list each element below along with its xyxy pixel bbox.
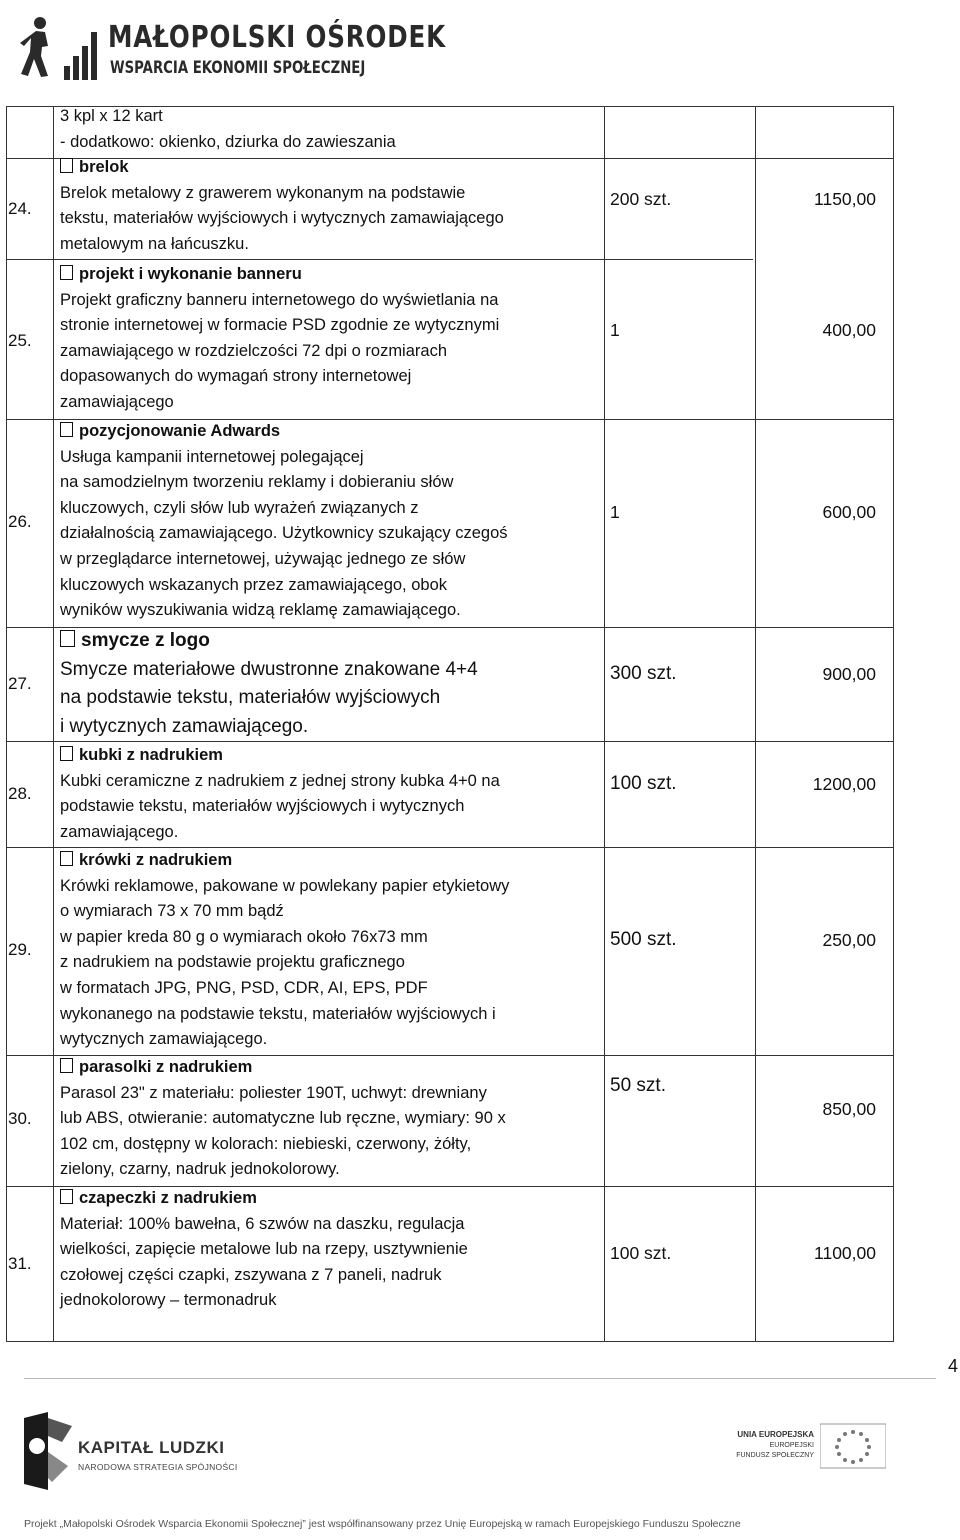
- row-text-line: lub ABS, otwieranie: automatyczne lub ręczne, wymiary: 90 x: [60, 1109, 506, 1128]
- row-number: 24.: [8, 199, 32, 218]
- row-number: 29.: [8, 940, 32, 959]
- row-price: 1150,00: [814, 189, 876, 209]
- row-heading: brelok: [60, 155, 600, 181]
- row-price: 400,00: [822, 320, 876, 340]
- row-description: [60, 1055, 600, 1183]
- row-quantity: 300 szt.: [610, 663, 677, 684]
- row-text-line: jednokolorowy – termonadruk: [60, 1291, 277, 1310]
- row-price: 250,00: [822, 930, 876, 950]
- row-text-line: - dodatkowo: okienko, dziurka do zawieszania: [60, 132, 396, 151]
- row-price: 900,00: [822, 664, 876, 684]
- row-text-line: wytycznych zamawiającego.: [60, 1030, 268, 1049]
- row-quantity: 1: [610, 320, 620, 340]
- row-heading: krówki z nadrukiem: [60, 848, 600, 874]
- row-text-line: metalowym na łańcuszku.: [60, 234, 249, 253]
- row-description: [60, 1186, 600, 1314]
- row-text-line: dopasowanych do wymagań strony internetowej: [60, 367, 412, 386]
- row-text-line: Kubki ceramiczne z nadrukiem z jednej strony kubka 4+0 na: [60, 771, 500, 790]
- eu-line1: UNIA EUROPEJSKA: [737, 1430, 814, 1439]
- kapital-ludzki-logo: [22, 1412, 282, 1492]
- cofinancing-disclaimer: Projekt „Małopolski Ośrodek Wsparcia Ekonomii Społecznej” jest współfinansowany przez Unię Europejską w ramach Europejskiego Funduszu Społeczne: [24, 1518, 741, 1530]
- row-text-line: Parasol 23" z materiału: poliester 190T, uchwyt: drewniany: [60, 1083, 487, 1102]
- row-text-line: wielkości, zapięcie metalowe lub na rzepy, usztywnienie: [60, 1240, 468, 1259]
- row-text-line: Krówki reklamowe, pakowane w powlekany papier etykietowy: [60, 876, 510, 895]
- row-number: 27.: [8, 674, 32, 693]
- row-text-line: zamawiającego.: [60, 822, 179, 841]
- row-description: [60, 419, 600, 624]
- row-quantity: 100 szt.: [610, 1243, 672, 1263]
- org-name-line1: MAŁOPOLSKI OŚRODEK: [108, 20, 447, 55]
- row-number: 31.: [8, 1254, 32, 1273]
- row-number: 28.: [8, 784, 32, 803]
- row-number: 26.: [8, 512, 32, 531]
- row-text-line: działalnością zamawiającego. Użytkownicy szukający czegoś: [60, 524, 508, 543]
- row-price: 1200,00: [812, 774, 876, 794]
- row-description: [60, 848, 600, 1053]
- row-quantity: 50 szt.: [610, 1075, 666, 1096]
- row-heading: projekt i wykonanie banneru: [60, 262, 600, 288]
- row-heading: czapeczki z nadrukiem: [60, 1186, 600, 1212]
- checkbox-icon: [60, 851, 73, 866]
- walking-person-icon: [18, 16, 56, 78]
- row-text-line: Projekt graficzny banneru internetowego do wyświetlania na: [60, 290, 499, 309]
- checkbox-icon: [60, 630, 75, 647]
- row-quantity: 100 szt.: [610, 773, 677, 794]
- row-text-line: 3 kpl x 12 kart: [60, 107, 163, 125]
- row-text-line: podstawie tekstu, materiałów wyjściowych i wytycznych: [60, 797, 465, 816]
- row-description: [60, 104, 600, 258]
- row-text-line: Brelok metalowy z grawerem wykonanym na podstawie: [60, 183, 466, 202]
- checkbox-icon: [60, 422, 73, 437]
- checkbox-icon: [60, 1058, 73, 1073]
- row-price: 850,00: [822, 1099, 876, 1119]
- row-number: 30.: [8, 1109, 32, 1128]
- checkbox-icon: [60, 1189, 73, 1204]
- page-number: 4: [947, 1356, 958, 1376]
- kapital-ludzki-logo-icon: [22, 1412, 74, 1490]
- row-quantity: 200 szt.: [610, 189, 672, 209]
- eu-logo: [726, 1420, 896, 1480]
- row-heading: pozycjonowanie Adwards: [60, 419, 600, 445]
- row-text-line: na podstawie tekstu, materiałów wyjściowych: [60, 687, 441, 708]
- row-text-line: i wytycznych zamawiającego.: [60, 715, 309, 737]
- row-text-line: zamawiającego: [60, 392, 174, 411]
- row-description: [60, 743, 600, 845]
- row-quantity: 1: [610, 502, 620, 522]
- row-heading: parasolki z nadrukiem: [60, 1055, 600, 1081]
- row-text-line: stronie internetowej w formacie PSD zgodnie ze wytycznymi: [60, 316, 500, 335]
- eu-text: [726, 1430, 814, 1461]
- row-text-line: tekstu, materiałów wyjściowych i wytycznych zamawiającego: [60, 209, 504, 228]
- row-text-line: Usługa kampanii internetowej polegającej: [60, 447, 364, 466]
- row-price: 600,00: [822, 502, 876, 522]
- row-text-line: z nadrukiem na podstawie projektu graficznego: [60, 953, 405, 972]
- row-text-line: zielony, czarny, nadruk jednokolorowy.: [60, 1160, 340, 1179]
- eu-flag-icon: [820, 1420, 886, 1480]
- kl-subtitle: NARODOWA STRATEGIA SPÓJNOŚCI: [78, 1462, 238, 1472]
- row-number: 25.: [8, 331, 32, 350]
- row-text-line: w papier kreda 80 g o wymiarach około 76x73 mm: [60, 927, 428, 946]
- checkbox-icon: [60, 746, 73, 761]
- eu-line3: FUNDUSZ SPOŁECZNY: [736, 1452, 814, 1459]
- row-text-line: Materiał: 100% bawełna, 6 szwów na daszku, regulacja: [60, 1214, 465, 1233]
- eu-line2: EUROPEJSKI: [769, 1442, 814, 1449]
- row-description: [60, 262, 600, 416]
- row-text-line: kluczowych wskazanych przez zamawiającego, obok: [60, 575, 448, 594]
- row-text-line: wyników wyszukiwania widzą reklamę zamawiającego.: [60, 601, 461, 620]
- checkbox-icon: [60, 158, 73, 173]
- row-text-line: czołowej części czapki, zszywana z 7 paneli, nadruk: [60, 1265, 442, 1284]
- row-text-line: 102 cm, dostępny w kolorach: niebieski, czerwony, żółty,: [60, 1134, 472, 1153]
- row-text-line: zamawiającego w rozdzielczości 72 dpi o rozmiarach: [60, 341, 448, 360]
- row-quantity: 500 szt.: [610, 929, 677, 950]
- checkbox-icon: [60, 265, 73, 280]
- row-price: 1100,00: [814, 1243, 876, 1263]
- row-text-line: o wymiarach 73 x 70 mm bądź: [60, 902, 284, 921]
- mowes-logo: [14, 10, 447, 84]
- kl-title: KAPITAŁ LUDZKI: [78, 1438, 225, 1457]
- row-text-line: wykonanego na podstawie tekstu, materiałów wyjściowych i: [60, 1004, 496, 1023]
- row-text-line: Smycze materiałowe dwustronne znakowane 4+4: [60, 658, 478, 680]
- row-text-line: w przeglądarce internetowej, używając jednego ze słów: [60, 549, 466, 568]
- row-text-line: na samodzielnym tworzeniu reklamy i dobieraniu słów: [60, 473, 454, 492]
- org-name-line2: WSPARCIA EKONOMII SPOŁECZNEJ: [110, 58, 366, 78]
- row-description: [60, 627, 600, 741]
- row-text-line: kluczowych, czyli słów lub wyrażeń związanych z: [60, 498, 419, 517]
- footer-divider: [24, 1378, 936, 1379]
- row-text-line: w formatach JPG, PNG, PSD, CDR, AI, EPS, PDF: [60, 978, 428, 997]
- row-heading: smycze z logo: [60, 627, 600, 656]
- bars-icon: [64, 32, 100, 80]
- row-heading: kubki z nadrukiem: [60, 743, 600, 769]
